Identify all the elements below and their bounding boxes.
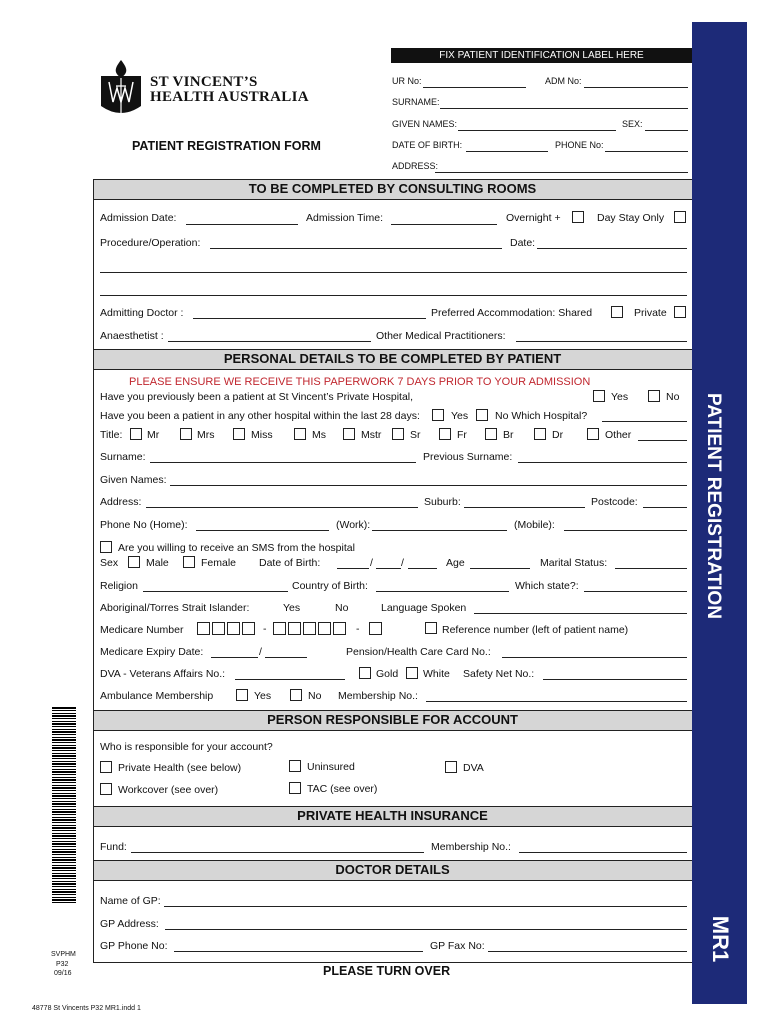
medicare-digit-box[interactable] <box>227 622 240 635</box>
admission-time-label: Admission Time: <box>306 212 384 224</box>
workcover-checkbox[interactable] <box>100 783 112 795</box>
suburb-label: Suburb: <box>424 496 461 508</box>
gp-name-field[interactable] <box>164 906 687 907</box>
responsible-question: Who is responsible for your account? <box>100 741 273 753</box>
private-room-checkbox[interactable] <box>674 306 686 318</box>
anaesthetist-field[interactable] <box>168 341 371 342</box>
medicare-digit-box[interactable] <box>333 622 346 635</box>
which-state-label: Which state?: <box>515 580 579 592</box>
sex-male-checkbox[interactable] <box>128 556 140 568</box>
tac-checkbox[interactable] <box>289 782 301 794</box>
ambulance-yes-checkbox[interactable] <box>236 689 248 701</box>
private-room-label: Private <box>634 307 667 319</box>
medicare-expiry-month-field[interactable] <box>211 657 258 658</box>
safety-net-label: Safety Net No.: <box>463 668 535 680</box>
reference-label: Reference number (left of patient name) <box>442 624 629 636</box>
responsible-dva-checkbox[interactable] <box>445 761 457 773</box>
paperwork-notice: PLEASE ENSURE WE RECEIVE THIS PAPERWORK 7 DAYS PRIOR TO YOUR ADMISSION <box>129 376 591 388</box>
logo-line-1: ST VINCENT’S <box>150 74 258 90</box>
label-given-field[interactable] <box>458 130 616 131</box>
title-other-field[interactable] <box>638 440 687 441</box>
gp-address-label: GP Address: <box>100 918 159 930</box>
title-br-checkbox[interactable] <box>485 428 497 440</box>
private-health-label: Private Health (see below) <box>118 762 242 774</box>
ambulance-no-label: No <box>308 690 322 702</box>
gp-fax-field[interactable] <box>488 951 687 952</box>
previous-patient-yes-checkbox[interactable] <box>593 390 605 402</box>
ambulance-membership-field[interactable] <box>426 701 687 702</box>
previous-patient-no-label: No <box>666 391 680 403</box>
suburb-field[interactable] <box>464 507 585 508</box>
given-names-field[interactable] <box>170 485 687 486</box>
dva-label: DVA - Veterans Affairs No.: <box>100 668 226 680</box>
aboriginal-label: Aboriginal/Torres Strait Islander: <box>100 602 250 614</box>
ambulance-label: Ambulance Membership <box>100 690 214 702</box>
admission-date-label: Admission Date: <box>100 212 177 224</box>
pension-label: Pension/Health Care Card No.: <box>346 646 491 658</box>
phone-home-field[interactable] <box>196 530 329 531</box>
medicare-expiry-year-field[interactable] <box>265 657 307 658</box>
procedure-date-label: Date: <box>510 237 536 249</box>
adm-label: ADM No: <box>545 76 582 86</box>
barcode <box>52 707 76 905</box>
other-hospital-no-checkbox[interactable] <box>476 409 488 421</box>
title-ms-checkbox[interactable] <box>294 428 306 440</box>
admitting-doctor-label: Admitting Doctor : <box>100 307 184 319</box>
gp-fax-label: GP Fax No: <box>430 940 485 952</box>
logo-line-2: HEALTH AUSTRALIA <box>150 89 309 105</box>
doctor-header: DOCTOR DETAILS <box>93 860 692 881</box>
insurance-membership-label: Membership No.: <box>431 841 511 853</box>
form-bottom-border <box>93 962 692 963</box>
title-mr-label: Mr <box>147 429 160 441</box>
responsible-dva-label: DVA <box>463 762 484 774</box>
responsible-header: PERSON RESPONSIBLE FOR ACCOUNT <box>93 710 692 731</box>
previous-patient-question: Have you previously been a patient at St Vincent’s Private Hospital, <box>100 391 414 403</box>
title-sr-checkbox[interactable] <box>392 428 404 440</box>
medicare-digit-box[interactable] <box>318 622 331 635</box>
pension-field[interactable] <box>502 657 687 658</box>
sex-female-label: Female <box>201 557 237 569</box>
preferred-accommodation-label: Preferred Accommodation: Shared <box>431 307 593 319</box>
dva-white-label: White <box>423 668 450 680</box>
fund-label: Fund: <box>100 841 127 853</box>
ur-field[interactable] <box>423 87 526 88</box>
address-label: Address: <box>100 496 142 508</box>
language-field[interactable] <box>474 613 687 614</box>
ambulance-no-checkbox[interactable] <box>290 689 302 701</box>
consulting-header: TO BE COMPLETED BY CONSULTING ROOMS <box>93 179 692 200</box>
marital-status-field[interactable] <box>615 568 687 569</box>
phone-home-label: Phone No (Home): <box>100 519 188 531</box>
age-label: Age <box>446 557 465 569</box>
gp-phone-field[interactable] <box>174 951 423 952</box>
label-given: GIVEN NAMES: <box>392 119 458 129</box>
other-hospital-question: Have you been a patient in any other hospital within the last 28 days: <box>100 410 420 422</box>
label-box-header: FIX PATIENT IDENTIFICATION LABEL HERE <box>391 48 692 63</box>
other-practitioners-field[interactable] <box>516 341 687 342</box>
sex-female-checkbox[interactable] <box>183 556 195 568</box>
label-dob-field[interactable] <box>466 151 548 152</box>
fund-field[interactable] <box>131 852 424 853</box>
address-field[interactable] <box>146 507 418 508</box>
admission-time-field[interactable] <box>391 224 497 225</box>
ambulance-yes-label: Yes <box>254 690 272 702</box>
medicare-digit-box[interactable] <box>288 622 301 635</box>
previous-patient-yes-label: Yes <box>611 391 629 403</box>
medicare-digit-box[interactable] <box>242 622 255 635</box>
postcode-label: Postcode: <box>591 496 638 508</box>
dob-slash-1: / <box>370 557 373 569</box>
procedure-field[interactable] <box>210 248 502 249</box>
medicare-expiry-label: Medicare Expiry Date: <box>100 646 204 658</box>
dva-field[interactable] <box>235 679 345 680</box>
form-title: PATIENT REGISTRATION FORM <box>132 139 321 153</box>
anaesthetist-label: Anaesthetist : <box>100 330 164 342</box>
dob-day-field[interactable] <box>337 568 369 569</box>
form-code-3: 09/16 <box>54 970 72 977</box>
title-other-checkbox[interactable] <box>587 428 599 440</box>
medicare-dash-1: - <box>263 623 267 635</box>
previous-surname-field[interactable] <box>518 462 687 463</box>
title-br-label: Br <box>503 429 514 441</box>
medicare-label: Medicare Number <box>100 624 184 636</box>
medicare-digit-box[interactable] <box>197 622 210 635</box>
age-field[interactable] <box>470 568 530 569</box>
title-dr-label: Dr <box>552 429 564 441</box>
admitting-doctor-field[interactable] <box>193 318 426 319</box>
adm-field[interactable] <box>584 87 688 88</box>
turn-over-text: PLEASE TURN OVER <box>323 964 451 978</box>
country-of-birth-label: Country of Birth: <box>292 580 368 592</box>
uninsured-checkbox[interactable] <box>289 760 301 772</box>
phone-mobile-field[interactable] <box>564 530 687 531</box>
which-hospital-label: No Which Hospital? <box>495 410 588 422</box>
title-sr-label: Sr <box>410 429 421 441</box>
label-sex: SEX: <box>622 119 643 129</box>
side-title: PATIENT REGISTRATION <box>703 393 724 619</box>
surname-label: Surname: <box>100 451 146 463</box>
admission-date-field[interactable] <box>186 224 298 225</box>
given-names-label: Given Names: <box>100 474 167 486</box>
medicare-digit-box[interactable] <box>303 622 316 635</box>
title-mstr-label: Mstr <box>361 429 382 441</box>
title-ms-label: Ms <box>312 429 326 441</box>
title-dr-checkbox[interactable] <box>534 428 546 440</box>
reference-checkbox[interactable] <box>425 622 437 634</box>
workcover-label: Workcover (see over) <box>118 784 219 796</box>
aboriginal-no-option[interactable]: No <box>335 602 349 614</box>
title-other-label: Other <box>605 429 632 441</box>
title-mstr-checkbox[interactable] <box>343 428 355 440</box>
day-stay-label: Day Stay Only <box>597 212 665 224</box>
religion-label: Religion <box>100 580 138 592</box>
dob-slash-2: / <box>401 557 404 569</box>
ur-label: UR No: <box>392 76 422 86</box>
medicare-dash-2: - <box>356 623 360 635</box>
overnight-label: Overnight + <box>506 212 561 224</box>
other-hospital-yes-label: Yes <box>451 410 469 422</box>
hospital-logo <box>99 58 143 122</box>
which-state-field[interactable] <box>584 591 687 592</box>
dob-year-field[interactable] <box>408 568 437 569</box>
label-address-field[interactable] <box>435 172 688 173</box>
medicare-digit-box[interactable] <box>212 622 225 635</box>
medicare-digit-box[interactable] <box>369 622 382 635</box>
safety-net-field[interactable] <box>543 679 687 680</box>
personal-header: PERSONAL DETAILS TO BE COMPLETED BY PATIENT <box>93 349 692 370</box>
private-health-checkbox[interactable] <box>100 761 112 773</box>
phone-mobile-label: (Mobile): <box>514 519 555 531</box>
phone-work-field[interactable] <box>372 530 507 531</box>
day-stay-checkbox[interactable] <box>674 211 686 223</box>
overnight-checkbox[interactable] <box>572 211 584 223</box>
label-sex-field[interactable] <box>645 130 688 131</box>
form-code-2: P32 <box>56 961 69 968</box>
dva-gold-label: Gold <box>376 668 399 680</box>
title-miss-label: Miss <box>251 429 273 441</box>
other-practitioners-label: Other Medical Practitioners: <box>376 330 506 342</box>
label-surname-field[interactable] <box>440 108 688 109</box>
medicare-expiry-slash: / <box>259 646 262 658</box>
title-label: Title: <box>100 429 123 441</box>
form-code-1: SVPHM <box>51 951 76 958</box>
which-hospital-field[interactable] <box>602 421 687 422</box>
sms-label: Are you willing to receive an SMS from the hospital <box>118 542 355 554</box>
title-fr-label: Fr <box>457 429 467 441</box>
sms-checkbox[interactable] <box>100 541 112 553</box>
religion-field[interactable] <box>143 591 288 592</box>
procedure-line-3[interactable] <box>100 295 687 296</box>
procedure-date-field[interactable] <box>537 248 687 249</box>
tac-label: TAC (see over) <box>307 783 378 795</box>
dva-gold-checkbox[interactable] <box>359 667 371 679</box>
insurance-membership-field[interactable] <box>519 852 687 853</box>
label-address: ADDRESS: <box>392 161 439 171</box>
aboriginal-yes-option[interactable]: Yes <box>283 602 301 614</box>
language-label: Language Spoken <box>381 602 467 614</box>
side-form-code: MR1 <box>708 915 733 963</box>
previous-surname-label: Previous Surname: <box>423 451 513 463</box>
label-phone: PHONE No: <box>555 140 604 150</box>
uninsured-label: Uninsured <box>307 761 355 773</box>
file-name: 48778 St Vincents P32 MR1.indd 1 <box>32 1005 141 1012</box>
procedure-line-2[interactable] <box>100 272 687 273</box>
title-mrs-checkbox[interactable] <box>180 428 192 440</box>
marital-status-label: Marital Status: <box>540 557 608 569</box>
other-hospital-yes-checkbox[interactable] <box>432 409 444 421</box>
phone-work-label: (Work): <box>336 519 371 531</box>
title-fr-checkbox[interactable] <box>439 428 451 440</box>
gp-address-field[interactable] <box>165 929 687 930</box>
form-left-border <box>93 179 94 963</box>
dob-month-field[interactable] <box>376 568 401 569</box>
gp-name-label: Name of GP: <box>100 895 161 907</box>
ambulance-membership-label: Membership No.: <box>338 690 418 702</box>
title-miss-checkbox[interactable] <box>233 428 245 440</box>
postcode-field[interactable] <box>643 507 687 508</box>
title-mrs-label: Mrs <box>197 429 215 441</box>
surname-field[interactable] <box>150 462 416 463</box>
insurance-header: PRIVATE HEALTH INSURANCE <box>93 806 692 827</box>
sex-male-label: Male <box>146 557 169 569</box>
sex-label: Sex <box>100 557 119 569</box>
dva-white-checkbox[interactable] <box>406 667 418 679</box>
label-dob: DATE OF BIRTH: <box>392 140 463 150</box>
procedure-label: Procedure/Operation: <box>100 237 201 249</box>
title-mr-checkbox[interactable] <box>130 428 142 440</box>
dob-label: Date of Birth: <box>259 557 321 569</box>
shared-checkbox[interactable] <box>611 306 623 318</box>
label-surname: SURNAME: <box>392 97 440 107</box>
country-of-birth-field[interactable] <box>376 591 509 592</box>
gp-phone-label: GP Phone No: <box>100 940 168 952</box>
label-phone-field[interactable] <box>605 151 688 152</box>
medicare-digit-box[interactable] <box>273 622 286 635</box>
previous-patient-no-checkbox[interactable] <box>648 390 660 402</box>
